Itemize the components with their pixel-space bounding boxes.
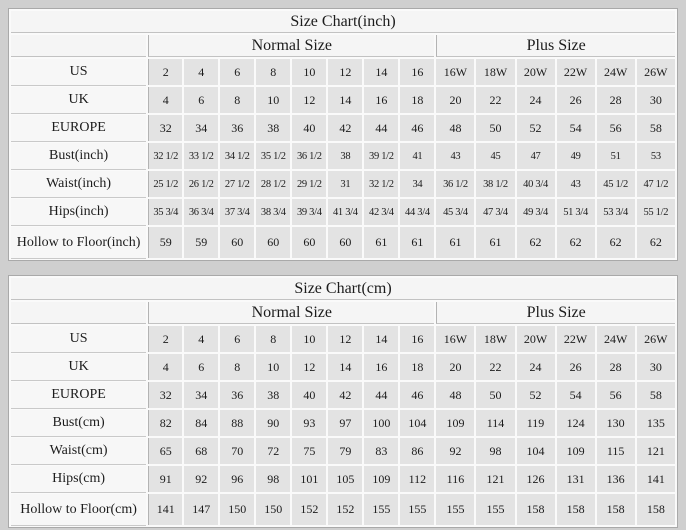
size-value-cell: 86: [400, 438, 434, 464]
size-value-cell: 12: [292, 87, 326, 113]
row-label: EUROPE: [11, 115, 146, 141]
size-value-cell: 39 3/4: [292, 199, 326, 225]
size-value-cell: 38: [256, 115, 290, 141]
size-value-cell: 20W: [517, 326, 555, 352]
size-value-cell: 14: [328, 87, 362, 113]
size-value-cell: 115: [597, 438, 635, 464]
table-row: [11, 115, 675, 141]
row-label: Waist(inch): [11, 171, 146, 197]
size-value-cell: 141: [148, 494, 182, 525]
size-value-cell: 135: [637, 410, 675, 436]
size-value-cell: 52: [517, 115, 555, 141]
size-value-cell: 56: [597, 115, 635, 141]
table-title-row: [11, 11, 675, 33]
size-value-cell: 121: [637, 438, 675, 464]
size-value-cell: 16W: [436, 59, 474, 85]
size-value-cell: 100: [364, 410, 398, 436]
size-value-cell: 43: [557, 171, 595, 197]
size-value-cell: 6: [220, 326, 254, 352]
table-row: [11, 382, 675, 408]
size-value-cell: 22: [476, 354, 514, 380]
size-value-cell: 14: [328, 354, 362, 380]
size-value-cell: 155: [364, 494, 398, 525]
row-label: Bust(inch): [11, 143, 146, 169]
size-value-cell: 58: [637, 115, 675, 141]
size-value-cell: 20: [436, 87, 474, 113]
size-value-cell: 4: [148, 87, 182, 113]
size-value-cell: 28: [597, 354, 635, 380]
size-value-cell: 4: [184, 326, 218, 352]
size-value-cell: 37 3/4: [220, 199, 254, 225]
size-value-cell: 24: [517, 354, 555, 380]
table-row: [11, 438, 675, 464]
size-value-cell: 97: [328, 410, 362, 436]
size-value-cell: 155: [476, 494, 514, 525]
size-value-cell: 38: [328, 143, 362, 169]
size-value-cell: 32 1/2: [148, 143, 182, 169]
size-value-cell: 16: [400, 326, 434, 352]
size-value-cell: 131: [557, 466, 595, 492]
size-value-cell: 55 1/2: [637, 199, 675, 225]
size-value-cell: 112: [400, 466, 434, 492]
size-value-cell: 54: [557, 382, 595, 408]
size-value-cell: 62: [597, 227, 635, 258]
size-value-cell: 26 1/2: [184, 171, 218, 197]
size-value-cell: 44: [364, 382, 398, 408]
size-value-cell: 28 1/2: [256, 171, 290, 197]
size-value-cell: 12: [328, 59, 362, 85]
size-value-cell: 68: [184, 438, 218, 464]
size-value-cell: 61: [400, 227, 434, 258]
table-row: [11, 171, 675, 197]
size-value-cell: 50: [476, 382, 514, 408]
corner-cell: [11, 35, 146, 57]
size-value-cell: 39 1/2: [364, 143, 398, 169]
size-value-cell: 24: [517, 87, 555, 113]
size-value-cell: 6: [220, 59, 254, 85]
size-value-cell: 2: [148, 326, 182, 352]
size-value-cell: 61: [436, 227, 474, 258]
column-group-row: [11, 302, 675, 324]
size-value-cell: 22: [476, 87, 514, 113]
size-value-cell: 8: [256, 59, 290, 85]
size-value-cell: 18W: [476, 326, 514, 352]
size-value-cell: 38 3/4: [256, 199, 290, 225]
size-value-cell: 28: [597, 87, 635, 113]
size-value-cell: 26W: [637, 326, 675, 352]
size-value-cell: 52: [517, 382, 555, 408]
size-value-cell: 93: [292, 410, 326, 436]
size-value-cell: 34 1/2: [220, 143, 254, 169]
size-value-cell: 34: [184, 115, 218, 141]
size-value-cell: 121: [476, 466, 514, 492]
size-value-cell: 65: [148, 438, 182, 464]
row-label: EUROPE: [11, 382, 146, 408]
size-value-cell: 88: [220, 410, 254, 436]
size-value-cell: 158: [517, 494, 555, 525]
size-value-cell: 40: [292, 382, 326, 408]
size-value-cell: 109: [364, 466, 398, 492]
size-value-cell: 45 3/4: [436, 199, 474, 225]
size-value-cell: 98: [256, 466, 290, 492]
size-value-cell: 48: [436, 382, 474, 408]
size-value-cell: 49: [557, 143, 595, 169]
size-value-cell: 14: [364, 59, 398, 85]
size-value-cell: 8: [220, 87, 254, 113]
size-value-cell: 60: [220, 227, 254, 258]
size-value-cell: 126: [517, 466, 555, 492]
table-row: [11, 494, 675, 525]
size-value-cell: 22W: [557, 59, 595, 85]
size-value-cell: 8: [220, 354, 254, 380]
size-value-cell: 158: [637, 494, 675, 525]
size-value-cell: 36 3/4: [184, 199, 218, 225]
size-value-cell: 34: [400, 171, 434, 197]
size-value-cell: 136: [597, 466, 635, 492]
row-label: Bust(cm): [11, 410, 146, 436]
size-chart-inch-table: [8, 8, 678, 261]
size-value-cell: 42 3/4: [364, 199, 398, 225]
size-value-cell: 91: [148, 466, 182, 492]
size-value-cell: 104: [517, 438, 555, 464]
size-value-cell: 48: [436, 115, 474, 141]
size-value-cell: 62: [517, 227, 555, 258]
size-value-cell: 40 3/4: [517, 171, 555, 197]
row-label: UK: [11, 87, 146, 113]
size-value-cell: 158: [597, 494, 635, 525]
size-value-cell: 45 1/2: [597, 171, 635, 197]
size-value-cell: 62: [637, 227, 675, 258]
size-value-cell: 20W: [517, 59, 555, 85]
size-value-cell: 36 1/2: [292, 143, 326, 169]
size-value-cell: 18W: [476, 59, 514, 85]
size-value-cell: 26: [557, 87, 595, 113]
size-value-cell: 10: [292, 326, 326, 352]
size-value-cell: 35 3/4: [148, 199, 182, 225]
size-value-cell: 26: [557, 354, 595, 380]
size-value-cell: 119: [517, 410, 555, 436]
size-value-cell: 46: [400, 382, 434, 408]
size-value-cell: 6: [184, 87, 218, 113]
size-value-cell: 29 1/2: [292, 171, 326, 197]
row-label: Hollow to Floor(inch): [11, 227, 146, 258]
size-value-cell: 58: [637, 382, 675, 408]
size-value-cell: 36 1/2: [436, 171, 474, 197]
size-value-cell: 4: [148, 354, 182, 380]
size-value-cell: 40: [292, 115, 326, 141]
size-value-cell: 96: [220, 466, 254, 492]
size-value-cell: 14: [364, 326, 398, 352]
size-chart-cm-table: [8, 275, 678, 528]
column-group-header: Normal Size: [148, 302, 434, 324]
size-value-cell: 152: [292, 494, 326, 525]
size-value-cell: 6: [184, 354, 218, 380]
size-value-cell: 158: [557, 494, 595, 525]
size-value-cell: 84: [184, 410, 218, 436]
size-value-cell: 4: [184, 59, 218, 85]
row-label: Hips(inch): [11, 199, 146, 225]
size-value-cell: 25 1/2: [148, 171, 182, 197]
table-title-row: [11, 278, 675, 300]
size-value-cell: 10: [256, 354, 290, 380]
table-title: Size Chart(cm): [11, 278, 675, 300]
size-value-cell: 47 1/2: [637, 171, 675, 197]
size-value-cell: 75: [292, 438, 326, 464]
table-row: [11, 199, 675, 225]
size-value-cell: 24W: [597, 326, 635, 352]
size-value-cell: 10: [256, 87, 290, 113]
size-value-cell: 54: [557, 115, 595, 141]
size-value-cell: 45: [476, 143, 514, 169]
row-label: Waist(cm): [11, 438, 146, 464]
table-row: [11, 410, 675, 436]
size-value-cell: 24W: [597, 59, 635, 85]
size-value-cell: 38: [256, 382, 290, 408]
size-value-cell: 101: [292, 466, 326, 492]
table-row: [11, 354, 675, 380]
size-value-cell: 42: [328, 115, 362, 141]
size-value-cell: 59: [148, 227, 182, 258]
size-value-cell: 43: [436, 143, 474, 169]
row-label: Hips(cm): [11, 466, 146, 492]
table-row: [11, 143, 675, 169]
size-value-cell: 32: [148, 115, 182, 141]
size-value-cell: 147: [184, 494, 218, 525]
size-value-cell: 60: [256, 227, 290, 258]
size-value-cell: 31: [328, 171, 362, 197]
size-value-cell: 30: [637, 87, 675, 113]
size-value-cell: 35 1/2: [256, 143, 290, 169]
size-value-cell: 150: [220, 494, 254, 525]
table-row: [11, 227, 675, 258]
size-value-cell: 53 3/4: [597, 199, 635, 225]
size-value-cell: 2: [148, 59, 182, 85]
size-value-cell: 16: [364, 354, 398, 380]
size-value-cell: 59: [184, 227, 218, 258]
size-value-cell: 150: [256, 494, 290, 525]
corner-cell: [11, 302, 146, 324]
table-title: Size Chart(inch): [11, 11, 675, 33]
size-value-cell: 56: [597, 382, 635, 408]
table-row: [11, 326, 675, 352]
size-value-cell: 27 1/2: [220, 171, 254, 197]
size-value-cell: 130: [597, 410, 635, 436]
size-value-cell: 16: [400, 59, 434, 85]
size-value-cell: 12: [328, 326, 362, 352]
size-value-cell: 12: [292, 354, 326, 380]
size-value-cell: 62: [557, 227, 595, 258]
size-value-cell: 16: [364, 87, 398, 113]
size-value-cell: 18: [400, 87, 434, 113]
size-value-cell: 61: [364, 227, 398, 258]
size-value-cell: 26W: [637, 59, 675, 85]
size-value-cell: 44: [364, 115, 398, 141]
size-value-cell: 18: [400, 354, 434, 380]
size-value-cell: 141: [637, 466, 675, 492]
row-label: Hollow to Floor(cm): [11, 494, 146, 525]
size-value-cell: 124: [557, 410, 595, 436]
size-value-cell: 70: [220, 438, 254, 464]
size-value-cell: 47: [517, 143, 555, 169]
size-value-cell: 92: [436, 438, 474, 464]
size-value-cell: 49 3/4: [517, 199, 555, 225]
column-group-row: [11, 35, 675, 57]
size-value-cell: 50: [476, 115, 514, 141]
column-group-header: Plus Size: [436, 35, 675, 57]
size-value-cell: 34: [184, 382, 218, 408]
size-value-cell: 109: [436, 410, 474, 436]
size-value-cell: 109: [557, 438, 595, 464]
size-value-cell: 51 3/4: [557, 199, 595, 225]
size-value-cell: 20: [436, 354, 474, 380]
size-value-cell: 79: [328, 438, 362, 464]
size-value-cell: 42: [328, 382, 362, 408]
table-row: [11, 59, 675, 85]
size-value-cell: 32 1/2: [364, 171, 398, 197]
size-value-cell: 47 3/4: [476, 199, 514, 225]
size-value-cell: 114: [476, 410, 514, 436]
table-row: [11, 87, 675, 113]
size-value-cell: 116: [436, 466, 474, 492]
table-row: [11, 466, 675, 492]
size-value-cell: 38 1/2: [476, 171, 514, 197]
size-value-cell: 98: [476, 438, 514, 464]
size-value-cell: 8: [256, 326, 290, 352]
size-value-cell: 44 3/4: [400, 199, 434, 225]
size-value-cell: 36: [220, 115, 254, 141]
size-value-cell: 72: [256, 438, 290, 464]
column-group-header: Plus Size: [436, 302, 675, 324]
size-value-cell: 155: [436, 494, 474, 525]
size-value-cell: 33 1/2: [184, 143, 218, 169]
size-value-cell: 22W: [557, 326, 595, 352]
size-value-cell: 51: [597, 143, 635, 169]
size-value-cell: 152: [328, 494, 362, 525]
size-value-cell: 90: [256, 410, 290, 436]
size-value-cell: 82: [148, 410, 182, 436]
size-value-cell: 53: [637, 143, 675, 169]
row-label: US: [11, 59, 146, 85]
row-label: US: [11, 326, 146, 352]
size-value-cell: 41 3/4: [328, 199, 362, 225]
size-value-cell: 60: [328, 227, 362, 258]
size-value-cell: 155: [400, 494, 434, 525]
size-value-cell: 104: [400, 410, 434, 436]
size-value-cell: 32: [148, 382, 182, 408]
size-value-cell: 16W: [436, 326, 474, 352]
size-value-cell: 36: [220, 382, 254, 408]
size-value-cell: 30: [637, 354, 675, 380]
size-value-cell: 46: [400, 115, 434, 141]
size-value-cell: 83: [364, 438, 398, 464]
column-group-header: Normal Size: [148, 35, 434, 57]
size-value-cell: 61: [476, 227, 514, 258]
size-value-cell: 41: [400, 143, 434, 169]
size-value-cell: 60: [292, 227, 326, 258]
size-value-cell: 105: [328, 466, 362, 492]
row-label: UK: [11, 354, 146, 380]
size-value-cell: 92: [184, 466, 218, 492]
size-value-cell: 10: [292, 59, 326, 85]
